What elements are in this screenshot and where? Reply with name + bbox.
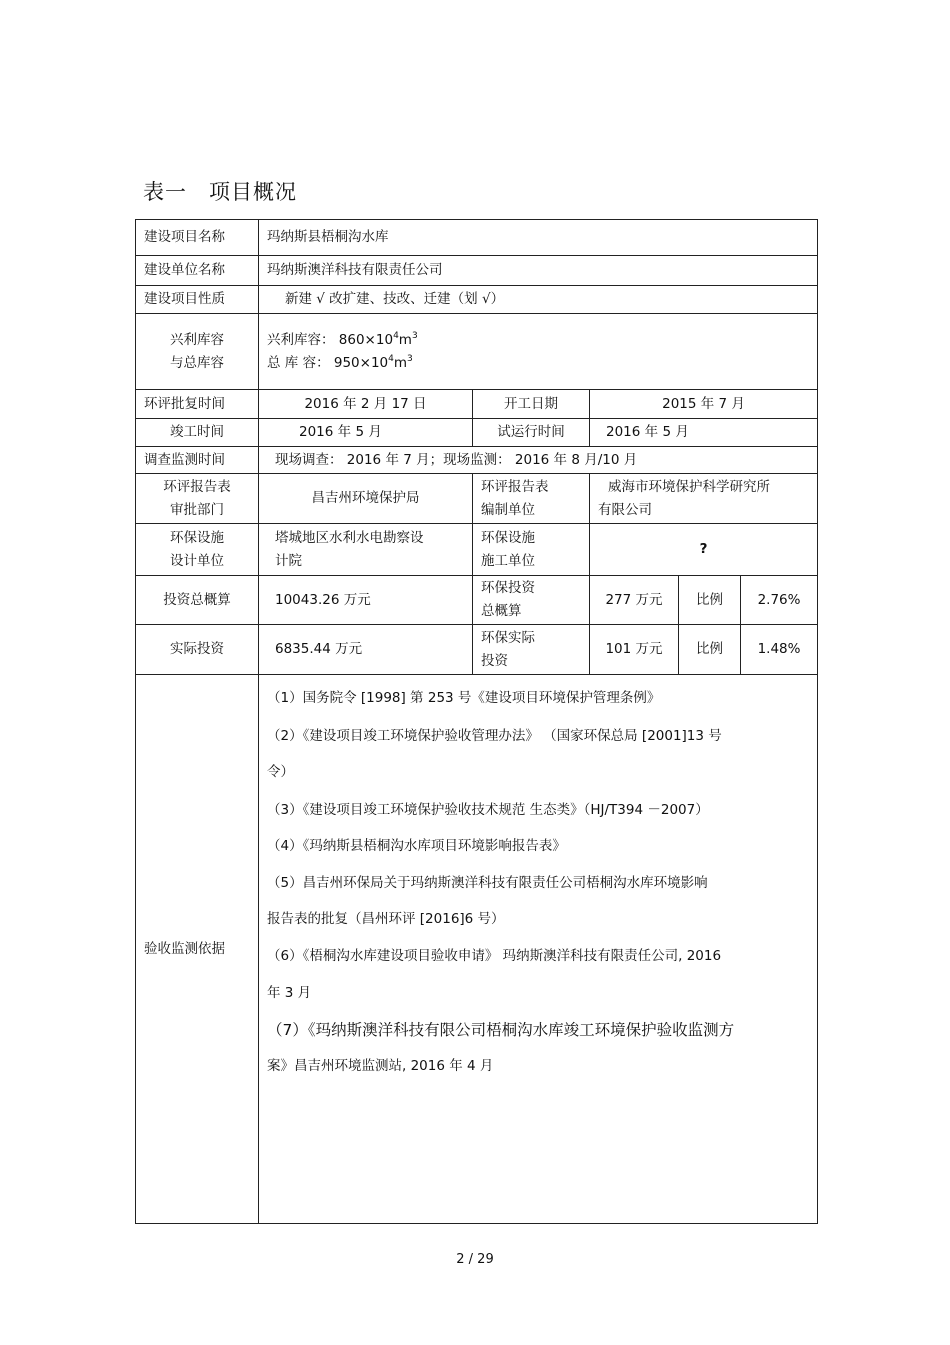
capacity-line2-exp: 4 — [388, 353, 394, 364]
survey-label: 调查监测时间 — [136, 447, 259, 474]
basis-line-7: 报告表的批复（昌州环评 [2016]6 号） — [267, 911, 505, 927]
capacity-line2-unit: m — [393, 354, 408, 371]
trial-run-value: 2016 年 5 月 — [590, 419, 818, 447]
row-completion — [136, 419, 818, 447]
row-nature — [136, 286, 818, 314]
row-invest-actual — [136, 625, 818, 675]
env-construct-label — [473, 524, 590, 576]
row-approval — [136, 390, 818, 419]
row-survey — [136, 447, 818, 474]
env-invest-total-label — [473, 576, 590, 625]
unit-name-label: 建设单位名称 — [136, 256, 259, 286]
completion-value: 2016 年 5 月 — [259, 419, 473, 447]
approval-label: 环评批复时间 — [136, 390, 259, 419]
row-capacity — [136, 314, 818, 390]
eia-dept-label-line2: 审批部门 — [170, 501, 224, 518]
env-invest-total-label-line2: 总概算 — [481, 603, 522, 619]
invest-actual-ratio: 1.48% — [741, 625, 818, 675]
survey-value: 现场调查： 2016 年 7 月；现场监测： 2016 年 8 月/10 月 — [259, 447, 818, 474]
basis-line-2: （2）《建设项目竣工环境保护验收管理办法》 （国家环保总局 [2001]13 号 — [267, 728, 722, 744]
page-number: 2 / 29 — [456, 1252, 494, 1267]
capacity-line1-unit: m — [398, 331, 412, 348]
row-unit-name — [136, 256, 818, 286]
capacity-line1-text: 兴利库容： 860×10 — [267, 331, 394, 348]
capacity-label — [136, 314, 259, 390]
start-date-label: 开工日期 — [473, 390, 590, 419]
env-invest-total-value: 277 万元 — [590, 576, 679, 625]
invest-actual-ratio-label: 比例 — [679, 625, 741, 675]
basis-content — [259, 675, 818, 1224]
title-part2: 项目概况 — [209, 180, 297, 204]
capacity-line1-unit-exp: 3 — [411, 330, 418, 341]
project-name-label: 建设项目名称 — [136, 220, 259, 256]
eia-dept-value: 昌吉州环境保护局 — [259, 474, 473, 524]
invest-actual-value: 6835.44 万元 — [259, 625, 473, 675]
capacity-line1-exp: 4 — [393, 330, 399, 341]
eia-compiler-label-line1: 环评报告表 — [481, 478, 549, 495]
row-env-design — [136, 524, 818, 576]
basis-line-9: 年 3 月 — [267, 985, 312, 1001]
invest-actual-label: 实际投资 — [136, 625, 259, 675]
env-design-value-line1: 塔城地区水利水电勘察设 — [275, 529, 424, 546]
env-construct-value: ? — [590, 524, 818, 576]
nature-value: 新建 √ 改扩建、技改、迁建（划 √） — [259, 286, 818, 314]
capacity-value — [259, 314, 818, 390]
env-construct-label-line1: 环保设施 — [481, 529, 535, 546]
title-part1: 表一 — [143, 180, 187, 204]
basis-line-1: （1）国务院令 [1998] 第 253 号《建设项目环境保护管理条例》 — [267, 690, 661, 706]
capacity-line1 — [267, 329, 809, 352]
invest-total-ratio: 2.76% — [741, 576, 818, 625]
basis-line-4: （3）《建设项目竣工环境保护验收技术规范 生态类》（HJ/T394 －2007） — [267, 802, 709, 818]
nature-label: 建设项目性质 — [136, 286, 259, 314]
row-eia-dept — [136, 474, 818, 524]
env-design-value — [259, 524, 473, 576]
invest-total-label: 投资总概算 — [136, 576, 259, 625]
basis-label: 验收监测依据 — [136, 675, 259, 1224]
eia-compiler-value-line1: 威海市环境保护科学研究所 — [608, 478, 770, 495]
row-project-name — [136, 220, 818, 256]
row-invest-total — [136, 576, 818, 625]
env-construct-label-line2: 施工单位 — [481, 552, 535, 569]
env-invest-actual-label-line1: 环保实际 — [481, 629, 535, 646]
eia-dept-label-line1: 环评报告表 — [163, 478, 231, 495]
env-design-label — [136, 524, 259, 576]
eia-compiler-value-line2: 有限公司 — [598, 501, 652, 518]
basis-line-5: （4）《玛纳斯县梧桐沟水库项目环境影响报告表》 — [267, 838, 566, 854]
basis-line-11: 案》昌吉州环境监测站, 2016 年 4 月 — [267, 1058, 494, 1074]
basis-line-6: （5）昌吉州环保局关于玛纳斯澳洋科技有限责任公司梧桐沟水库环境影响 — [267, 875, 708, 891]
eia-dept-label — [136, 474, 259, 524]
env-design-value-line2: 计院 — [275, 552, 302, 569]
row-basis — [136, 675, 818, 1224]
invest-total-value: 10043.26 万元 — [259, 576, 473, 625]
approval-value: 2016 年 2 月 17 日 — [259, 390, 473, 419]
capacity-label-line1: 兴利库容 — [170, 331, 224, 348]
capacity-line2-text: 总 库 容： 950×10 — [267, 354, 389, 371]
project-name-value: 玛纳斯县梧桐沟水库 — [259, 220, 818, 256]
basis-line-3: 令） — [267, 764, 294, 780]
page-title — [143, 176, 297, 206]
env-invest-total-label-line1: 环保投资 — [481, 580, 535, 597]
unit-name-value: 玛纳斯澳洋科技有限责任公司 — [259, 256, 818, 286]
basis-line-10: （7）《玛纳斯澳洋科技有限公司梧桐沟水库竣工环境保护验收监测方 — [267, 1021, 735, 1039]
trial-run-label: 试运行时间 — [473, 419, 590, 447]
capacity-label-line2: 与总库容 — [170, 354, 224, 371]
project-overview-table — [135, 219, 818, 1224]
capacity-line2-unit-exp: 3 — [407, 353, 413, 364]
completion-label: 竣工时间 — [136, 419, 259, 447]
invest-total-ratio-label: 比例 — [679, 576, 741, 625]
env-design-label-line1: 环保设施 — [170, 529, 224, 546]
env-invest-actual-label — [473, 625, 590, 675]
env-design-label-line2: 设计单位 — [170, 552, 224, 569]
env-invest-actual-value: 101 万元 — [590, 625, 679, 675]
eia-compiler-label-line2: 编制单位 — [481, 501, 535, 518]
env-invest-actual-label-line2: 投资 — [481, 652, 508, 669]
eia-compiler-value — [590, 474, 818, 524]
eia-compiler-label — [473, 474, 590, 524]
capacity-line2 — [267, 352, 809, 375]
basis-line-8: （6）《梧桐沟水库建设项目验收申请》 玛纳斯澳洋科技有限责任公司, 2016 — [267, 948, 722, 964]
start-date-value: 2015 年 7 月 — [590, 390, 818, 419]
